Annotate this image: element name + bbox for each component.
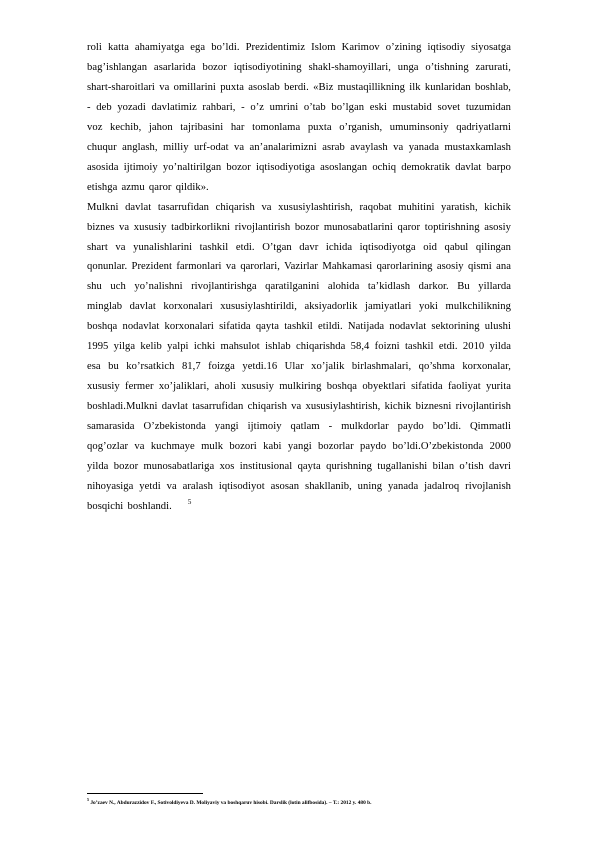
paragraph-2 [87,198,511,517]
paragraph-1 [87,38,511,198]
footnote-text: Jo’zaev N., Abdurazzidov F., Sotivoldiyeva D. Moliyaviy va boshqaruv hisobi. Darslik (lotin alifbosida). – T.: 2012 y. 480 b. [90,800,372,806]
body-text [87,38,511,517]
footnote-divider [87,793,203,794]
footnote-reference[interactable]: 5 [187,498,192,507]
paragraph-2-text: Mulkni davlat tasarrufidan chiqarish va xususiylashtirish, raqobat muhitini yaratish, kichik biznes va xususiy tadbirkorlikni rivojlantirish bozor munosabatlarini qaror toptirishning asosiy shart va yunalishlarini tashkil etdi. O’tgan davr ichida iqtisodiyotga oid qabul qilingan qonunlar. Prezident farmonlari va qarorlari, Vazirlar Mahkamasi qarorlarining asosiy qismi ana shu uch yo’nalishni rivojlantirishga qaratilganini alohida ta’kidlash darkor. Bu yillarda minglab davlat korxonalari xususiylashtirildi, aksiyadorlik jamiyatlari yoki mulkchilikning boshqa nodavlat korxonalari sifatida qayta tashkil etildi. Natijada nodavlat sektorining ulushi 1995 yilga kelib yalpi ichki mahsulot ishlab chiqarishda 58,4 foizni tashkil etdi. 2010 yilda esa bu ko’rsatkich 81,7 foizga yetdi.16 Ular xo’jalik birlashmalari, qo’shma korxonalar, xususiy fermer xo’jaliklari, aholi xususiy mulkiring boshqa obyektlari sifatida faoliyat yurita boshladi.Mulkni davlat tasarrufidan chiqarish va xususiylashtirish, kichik biznesni rivojlantirish samarasida O’zbekistonda yangi ijtimoiy qatlam - mulkdorlar paydo bo’ldi. Qimmatli qog’ozlar va kuchmaye mulk bozori kabi yangi bozorlar paydo bo’ldi.O’zbekistonda 2000 yilda bozor munosabatlariga xos institusional qayta qurishning tugallanishi bilan o’tish davri nihoyasiga yetdi va aralash iqtisodiyot asosan shakllanib, uning yanada jadalroq rivojlanish bosqichi boshlandi. [87,201,511,512]
footnote-number: 5 [87,797,89,803]
paragraph-1-text: roli katta ahamiyatga ega bo’ldi. Prezidentimiz Islom Karimov o’zining iqtisodiy siyosatga bag’ishlangan asarlarida bozor iqtisodiyotining shakl-shamoyillari, unga o’tishning zarurati, shart-sharoitlari va omillarini puxta asoslab berdi. «Biz mustaqillikning ilk kunlaridan boshlab, - deb yozadi davlatimiz rahbari, - o’z umrini o’tab bo’lgan eski mustabid sovet tuzumidan voz kechib, jahon tajribasini har tomonlama puxta o’rganish, umuminsoniy qadriyatlarni chuqur anglash, milliy urf-odat va an’analarimizni asrab avaylash va yanada mustaxkamlash asosida ijtimoiy yo’naltirilgan bozor iqtisodiyotiga asoslangan ochiq demokratik davlat barpo etishga azmu qaror qildik». [87,42,511,193]
footnote [87,799,517,807]
